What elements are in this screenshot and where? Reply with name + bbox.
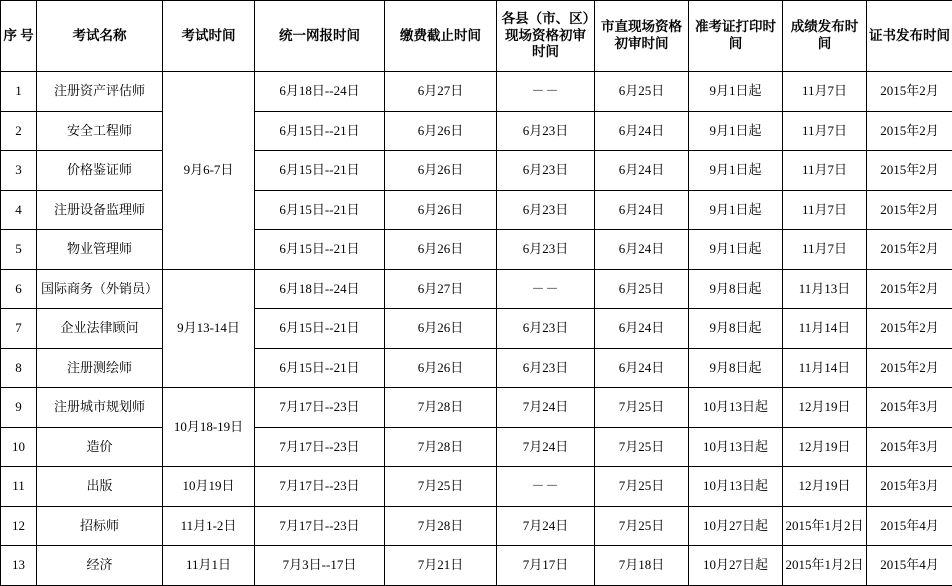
cell-city-review: 7月25日 bbox=[595, 427, 689, 467]
cell-exam-name: 国际商务（外销员） bbox=[37, 269, 163, 309]
cell-certificate-release: 2015年2月 bbox=[867, 230, 952, 270]
cell-county-review: 6月23日 bbox=[497, 151, 595, 191]
cell-county-review: 7月24日 bbox=[497, 427, 595, 467]
table-row bbox=[1, 467, 952, 507]
cell-ticket-print: 10月27日起 bbox=[689, 546, 783, 586]
cell-ticket-print: 10月13日起 bbox=[689, 388, 783, 428]
cell-no: 9 bbox=[1, 388, 37, 428]
cell-exam-name: 经济 bbox=[37, 546, 163, 586]
cell-score-release: 2015年1月2日 bbox=[783, 506, 867, 546]
cell-county-review: －－ bbox=[497, 269, 595, 309]
cell-ticket-print: 10月27日起 bbox=[689, 506, 783, 546]
cell-ticket-print: 10月13日起 bbox=[689, 427, 783, 467]
cell-city-review: 6月24日 bbox=[595, 111, 689, 151]
cell-payment-deadline: 6月26日 bbox=[385, 348, 497, 388]
cell-no: 2 bbox=[1, 111, 37, 151]
cell-county-review: 6月23日 bbox=[497, 230, 595, 270]
cell-no: 7 bbox=[1, 309, 37, 349]
cell-online-apply: 6月15日--21日 bbox=[255, 111, 385, 151]
table-row bbox=[1, 348, 952, 388]
cell-no: 4 bbox=[1, 190, 37, 230]
cell-online-apply: 7月17日--23日 bbox=[255, 467, 385, 507]
cell-exam-name: 安全工程师 bbox=[37, 111, 163, 151]
cell-ticket-print: 9月1日起 bbox=[689, 151, 783, 191]
cell-score-release: 12月19日 bbox=[783, 388, 867, 428]
cell-online-apply: 6月18日--24日 bbox=[255, 72, 385, 112]
cell-county-review: 7月17日 bbox=[497, 546, 595, 586]
column-header-city-review-time: 市直现场资格初审时间 bbox=[595, 1, 689, 72]
cell-score-release: 11月13日 bbox=[783, 269, 867, 309]
cell-ticket-print: 10月13日起 bbox=[689, 467, 783, 507]
table-row bbox=[1, 309, 952, 349]
cell-city-review: 6月24日 bbox=[595, 230, 689, 270]
cell-exam-time-group: 10月19日 bbox=[163, 467, 255, 507]
cell-city-review: 7月25日 bbox=[595, 467, 689, 507]
cell-online-apply: 6月15日--21日 bbox=[255, 190, 385, 230]
cell-online-apply: 7月3日--17日 bbox=[255, 546, 385, 586]
cell-county-review: 6月23日 bbox=[497, 309, 595, 349]
cell-exam-name: 物业管理师 bbox=[37, 230, 163, 270]
cell-no: 8 bbox=[1, 348, 37, 388]
cell-payment-deadline: 7月28日 bbox=[385, 506, 497, 546]
cell-score-release: 11月7日 bbox=[783, 230, 867, 270]
cell-payment-deadline: 7月28日 bbox=[385, 388, 497, 428]
cell-exam-name: 企业法律顾问 bbox=[37, 309, 163, 349]
cell-county-review: 7月24日 bbox=[497, 388, 595, 428]
column-header-exam-name: 考试名称 bbox=[37, 1, 163, 72]
cell-city-review: 6月25日 bbox=[595, 269, 689, 309]
cell-payment-deadline: 7月21日 bbox=[385, 546, 497, 586]
column-header-no: 序 号 bbox=[1, 1, 37, 72]
cell-ticket-print: 9月8日起 bbox=[689, 309, 783, 349]
table-body bbox=[1, 72, 952, 586]
column-header-exam-time: 考试时间 bbox=[163, 1, 255, 72]
cell-score-release: 12月19日 bbox=[783, 467, 867, 507]
cell-exam-time-group: 10月18-19日 bbox=[163, 388, 255, 467]
cell-ticket-print: 9月8日起 bbox=[689, 348, 783, 388]
cell-exam-name: 招标师 bbox=[37, 506, 163, 546]
cell-city-review: 6月24日 bbox=[595, 190, 689, 230]
cell-payment-deadline: 6月26日 bbox=[385, 111, 497, 151]
cell-online-apply: 6月15日--21日 bbox=[255, 151, 385, 191]
table-row bbox=[1, 190, 952, 230]
cell-online-apply: 6月15日--21日 bbox=[255, 309, 385, 349]
cell-city-review: 7月18日 bbox=[595, 546, 689, 586]
cell-online-apply: 6月15日--21日 bbox=[255, 230, 385, 270]
cell-ticket-print: 9月1日起 bbox=[689, 72, 783, 112]
table-row bbox=[1, 111, 952, 151]
cell-no: 12 bbox=[1, 506, 37, 546]
table-row bbox=[1, 546, 952, 586]
table-header-row bbox=[1, 1, 952, 72]
cell-exam-time-group: 9月13-14日 bbox=[163, 269, 255, 388]
cell-exam-name: 注册测绘师 bbox=[37, 348, 163, 388]
cell-no: 3 bbox=[1, 151, 37, 191]
cell-no: 6 bbox=[1, 269, 37, 309]
cell-certificate-release: 2015年4月 bbox=[867, 546, 952, 586]
cell-online-apply: 7月17日--23日 bbox=[255, 388, 385, 428]
cell-certificate-release: 2015年2月 bbox=[867, 72, 952, 112]
cell-city-review: 6月25日 bbox=[595, 72, 689, 112]
table-row bbox=[1, 388, 952, 428]
cell-payment-deadline: 6月27日 bbox=[385, 72, 497, 112]
cell-online-apply: 6月18日--24日 bbox=[255, 269, 385, 309]
cell-online-apply: 7月17日--23日 bbox=[255, 427, 385, 467]
column-header-score-release-time: 成绩发布时间 bbox=[783, 1, 867, 72]
cell-no: 11 bbox=[1, 467, 37, 507]
table-row bbox=[1, 506, 952, 546]
cell-score-release: 11月14日 bbox=[783, 348, 867, 388]
table-row bbox=[1, 72, 952, 112]
cell-certificate-release: 2015年3月 bbox=[867, 388, 952, 428]
column-header-payment-deadline: 缴费截止时间 bbox=[385, 1, 497, 72]
cell-certificate-release: 2015年2月 bbox=[867, 269, 952, 309]
cell-no: 1 bbox=[1, 72, 37, 112]
cell-payment-deadline: 6月27日 bbox=[385, 269, 497, 309]
cell-exam-name: 注册城市规划师 bbox=[37, 388, 163, 428]
cell-exam-name: 造价 bbox=[37, 427, 163, 467]
cell-ticket-print: 9月1日起 bbox=[689, 111, 783, 151]
column-header-online-apply-time: 统一网报时间 bbox=[255, 1, 385, 72]
cell-exam-time-group: 11月1日 bbox=[163, 546, 255, 586]
cell-certificate-release: 2015年2月 bbox=[867, 348, 952, 388]
cell-no: 10 bbox=[1, 427, 37, 467]
cell-exam-name: 价格鉴证师 bbox=[37, 151, 163, 191]
cell-certificate-release: 2015年2月 bbox=[867, 151, 952, 191]
cell-exam-time-group: 11月1-2日 bbox=[163, 506, 255, 546]
cell-score-release: 11月7日 bbox=[783, 111, 867, 151]
cell-city-review: 7月25日 bbox=[595, 388, 689, 428]
cell-score-release: 11月7日 bbox=[783, 72, 867, 112]
cell-online-apply: 7月17日--23日 bbox=[255, 506, 385, 546]
cell-county-review: 6月23日 bbox=[497, 190, 595, 230]
cell-certificate-release: 2015年3月 bbox=[867, 427, 952, 467]
cell-county-review: －－ bbox=[497, 72, 595, 112]
cell-payment-deadline: 6月26日 bbox=[385, 151, 497, 191]
cell-certificate-release: 2015年4月 bbox=[867, 506, 952, 546]
cell-score-release: 11月14日 bbox=[783, 309, 867, 349]
cell-certificate-release: 2015年2月 bbox=[867, 111, 952, 151]
table-row bbox=[1, 269, 952, 309]
cell-score-release: 12月19日 bbox=[783, 427, 867, 467]
cell-ticket-print: 9月1日起 bbox=[689, 230, 783, 270]
cell-certificate-release: 2015年3月 bbox=[867, 467, 952, 507]
cell-city-review: 7月25日 bbox=[595, 506, 689, 546]
cell-online-apply: 6月15日--21日 bbox=[255, 348, 385, 388]
cell-payment-deadline: 7月28日 bbox=[385, 427, 497, 467]
cell-exam-name: 注册设备监理师 bbox=[37, 190, 163, 230]
cell-exam-name: 出版 bbox=[37, 467, 163, 507]
cell-ticket-print: 9月8日起 bbox=[689, 269, 783, 309]
cell-county-review: 7月24日 bbox=[497, 506, 595, 546]
cell-score-release: 2015年1月2日 bbox=[783, 546, 867, 586]
cell-payment-deadline: 6月26日 bbox=[385, 309, 497, 349]
cell-exam-name: 注册资产评估师 bbox=[37, 72, 163, 112]
column-header-certificate-release-time: 证书发布时间 bbox=[867, 1, 952, 72]
cell-county-review: 6月23日 bbox=[497, 348, 595, 388]
cell-ticket-print: 9月1日起 bbox=[689, 190, 783, 230]
cell-county-review: －－ bbox=[497, 467, 595, 507]
cell-payment-deadline: 6月26日 bbox=[385, 230, 497, 270]
cell-score-release: 11月7日 bbox=[783, 151, 867, 191]
cell-no: 5 bbox=[1, 230, 37, 270]
column-header-county-review-time: 各县（市、区）现场资格初审时间 bbox=[497, 1, 595, 72]
cell-score-release: 11月7日 bbox=[783, 190, 867, 230]
table-row bbox=[1, 427, 952, 467]
cell-certificate-release: 2015年2月 bbox=[867, 190, 952, 230]
column-header-ticket-print-time: 准考证打印时间 bbox=[689, 1, 783, 72]
cell-exam-time-group: 9月6-7日 bbox=[163, 72, 255, 270]
cell-certificate-release: 2015年2月 bbox=[867, 309, 952, 349]
table-row bbox=[1, 230, 952, 270]
cell-payment-deadline: 6月26日 bbox=[385, 190, 497, 230]
cell-no: 13 bbox=[1, 546, 37, 586]
cell-city-review: 6月24日 bbox=[595, 309, 689, 349]
table-row bbox=[1, 151, 952, 191]
cell-city-review: 6月24日 bbox=[595, 151, 689, 191]
cell-city-review: 6月24日 bbox=[595, 348, 689, 388]
cell-county-review: 6月23日 bbox=[497, 111, 595, 151]
cell-payment-deadline: 7月25日 bbox=[385, 467, 497, 507]
